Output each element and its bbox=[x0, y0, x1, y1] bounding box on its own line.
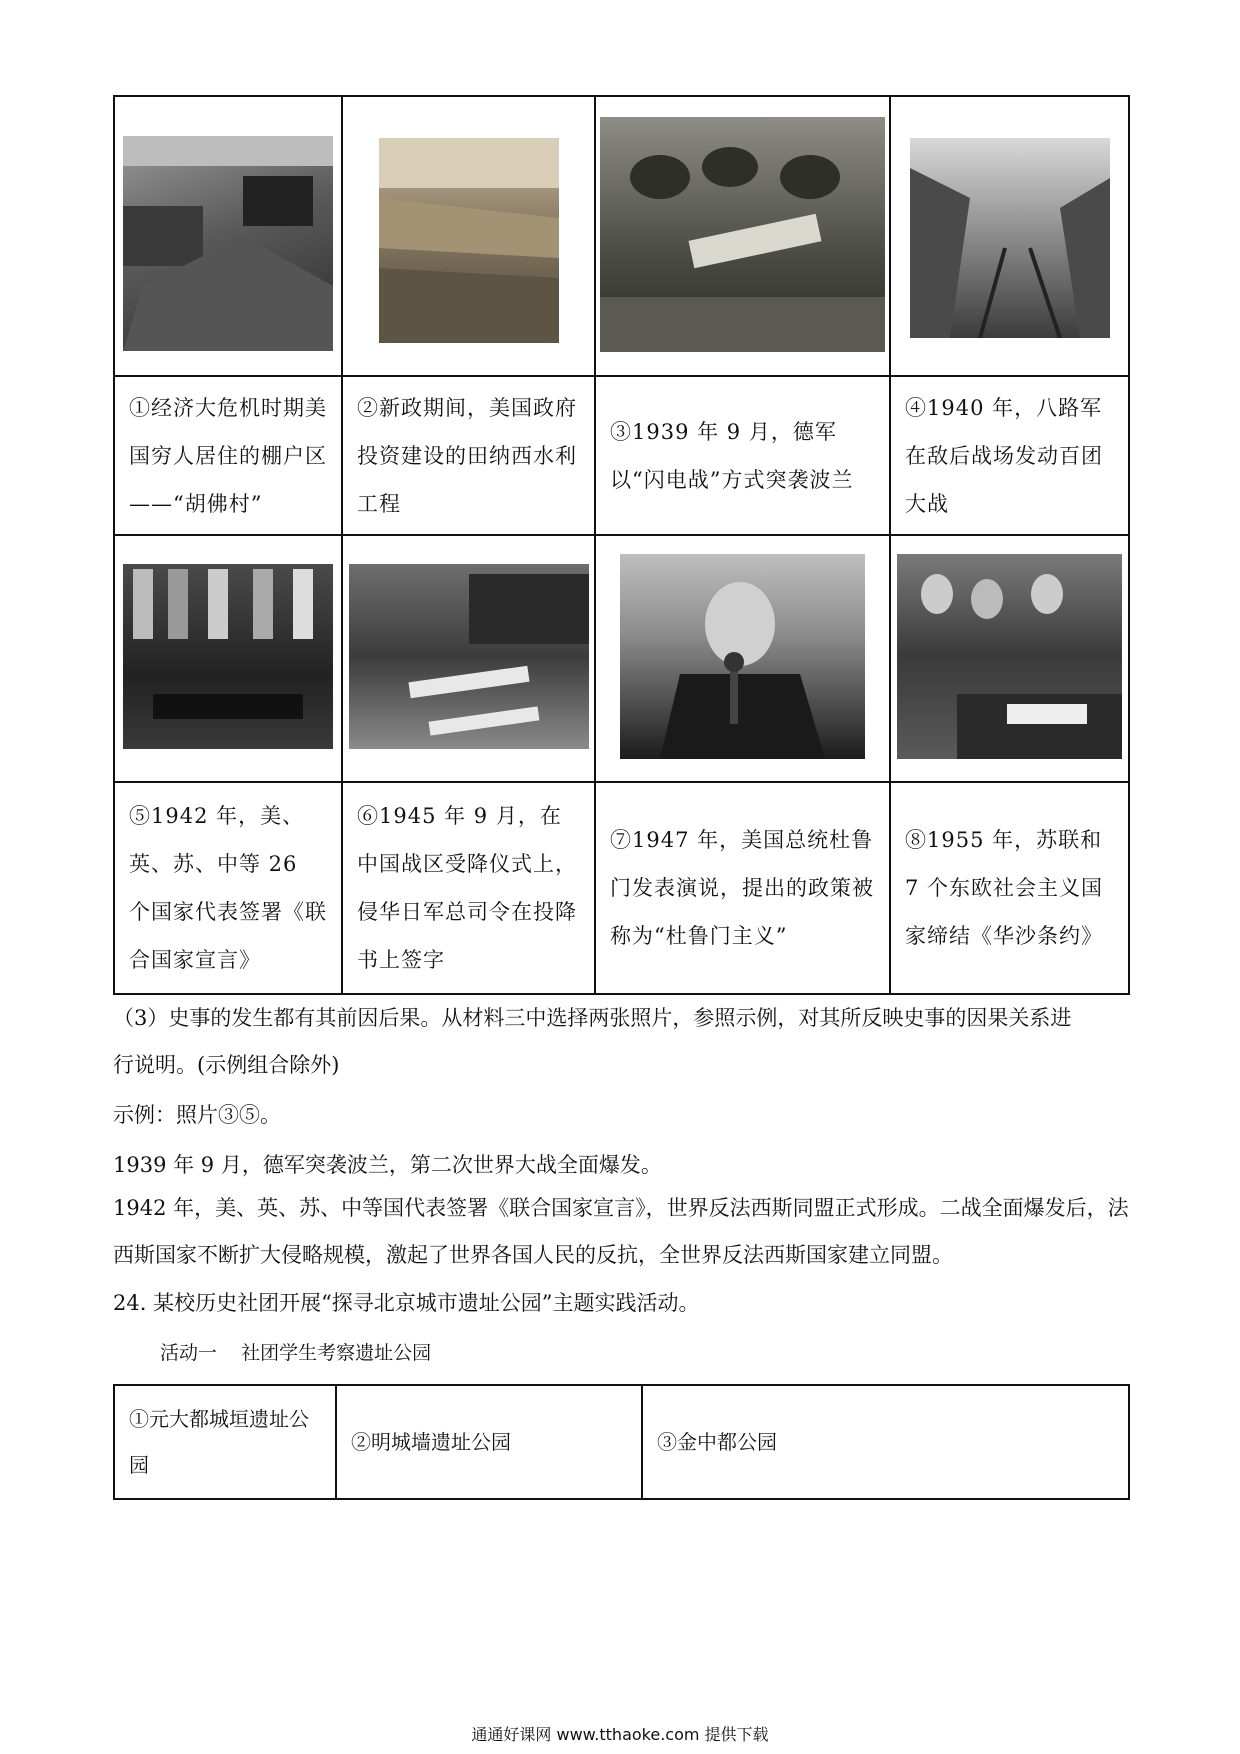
photo-caption-2: ②新政期间，美国政府投资建设的田纳西水利工程 bbox=[357, 395, 577, 516]
photo-hundred-regiments bbox=[910, 138, 1110, 338]
parks-table bbox=[113, 1384, 1130, 1500]
photo-cell-5 bbox=[114, 535, 342, 782]
park-cell-1: ①元大都城垣遗址公园 bbox=[114, 1385, 336, 1499]
photo-caption-6: ⑥1945 年 9 月，在中国战区受降仪式上，侵华日军总司令在投降书上签字 bbox=[357, 804, 577, 972]
photo-cell-4 bbox=[890, 96, 1129, 376]
question3-example: 示例：照片③⑤。 bbox=[113, 1103, 281, 1127]
footer-source: 通通好课网 www.tthaoke.com 提供下载 bbox=[471, 1725, 769, 1744]
photo-cell-7 bbox=[595, 535, 890, 782]
question3-line1: （3）史事的发生都有其前因后果。从材料三中选择两张照片，参照示例，对其所反映史事的因果关系进 bbox=[113, 1006, 1072, 1030]
photo-hooverville bbox=[123, 136, 333, 351]
photo-caption-7: ⑦1947 年，美国总统杜鲁门发表演说，提出的政策被称为“杜鲁门主义” bbox=[610, 828, 874, 948]
photo-caption-8: ⑧1955 年，苏联和 7 个东欧社会主义国家缔结《华沙条约》 bbox=[905, 828, 1104, 948]
park-cell-3: ③金中都公园 bbox=[642, 1385, 1129, 1499]
question24-title: 24. 某校历史社团开展“探寻北京城市遗址公园”主题实践活动。 bbox=[113, 1291, 700, 1315]
photo-cell-6 bbox=[342, 535, 595, 782]
photo-material-table bbox=[113, 95, 1130, 995]
photo-caption-4: ④1940 年，八路军在敌后战场发动百团大战 bbox=[905, 395, 1103, 516]
question3-line2: 行说明。(示例组合除外) bbox=[113, 1053, 340, 1077]
photo-cell-3 bbox=[595, 96, 890, 376]
answer-paragraph-1: 1939 年 9 月，德军突袭波兰，第二次世界大战全面爆发。 bbox=[113, 1153, 662, 1177]
photo-caption-5: ⑤1942 年，美、英、苏、中等 26 个国家代表签署《联合国家宣言》 bbox=[129, 804, 327, 972]
photo-cell-8 bbox=[890, 535, 1129, 782]
photo-blitzkrieg-soldiers bbox=[600, 117, 885, 352]
photo-caption-3: ③1939 年 9 月，德军以“闪电战”方式突袭波兰 bbox=[610, 419, 854, 492]
activity-one-heading: 活动一 社团学生考察遗址公园 bbox=[160, 1342, 432, 1364]
park-cell-2: ②明城墙遗址公园 bbox=[336, 1385, 642, 1499]
photo-warsaw-pact bbox=[897, 554, 1122, 759]
photo-cell-1 bbox=[114, 96, 342, 376]
photo-surrender-ceremony bbox=[349, 564, 589, 749]
photo-caption-1: ①经济大危机时期美国穷人居住的棚户区——“胡佛村” bbox=[129, 395, 327, 516]
photo-cell-2 bbox=[342, 96, 595, 376]
photo-truman-speech bbox=[620, 554, 865, 759]
photo-tva-dam bbox=[379, 138, 559, 343]
answer-paragraph-2: 1942 年，美、英、苏、中等国代表签署《联合国家宣言》，世界反法西斯同盟正式形成。二战全面爆发后，法西斯国家不断扩大侵略规模，激起了世界各国人民的反抗，全世界反法西斯国家建立同盟。 bbox=[113, 1196, 1129, 1267]
photo-un-declaration bbox=[123, 564, 333, 749]
